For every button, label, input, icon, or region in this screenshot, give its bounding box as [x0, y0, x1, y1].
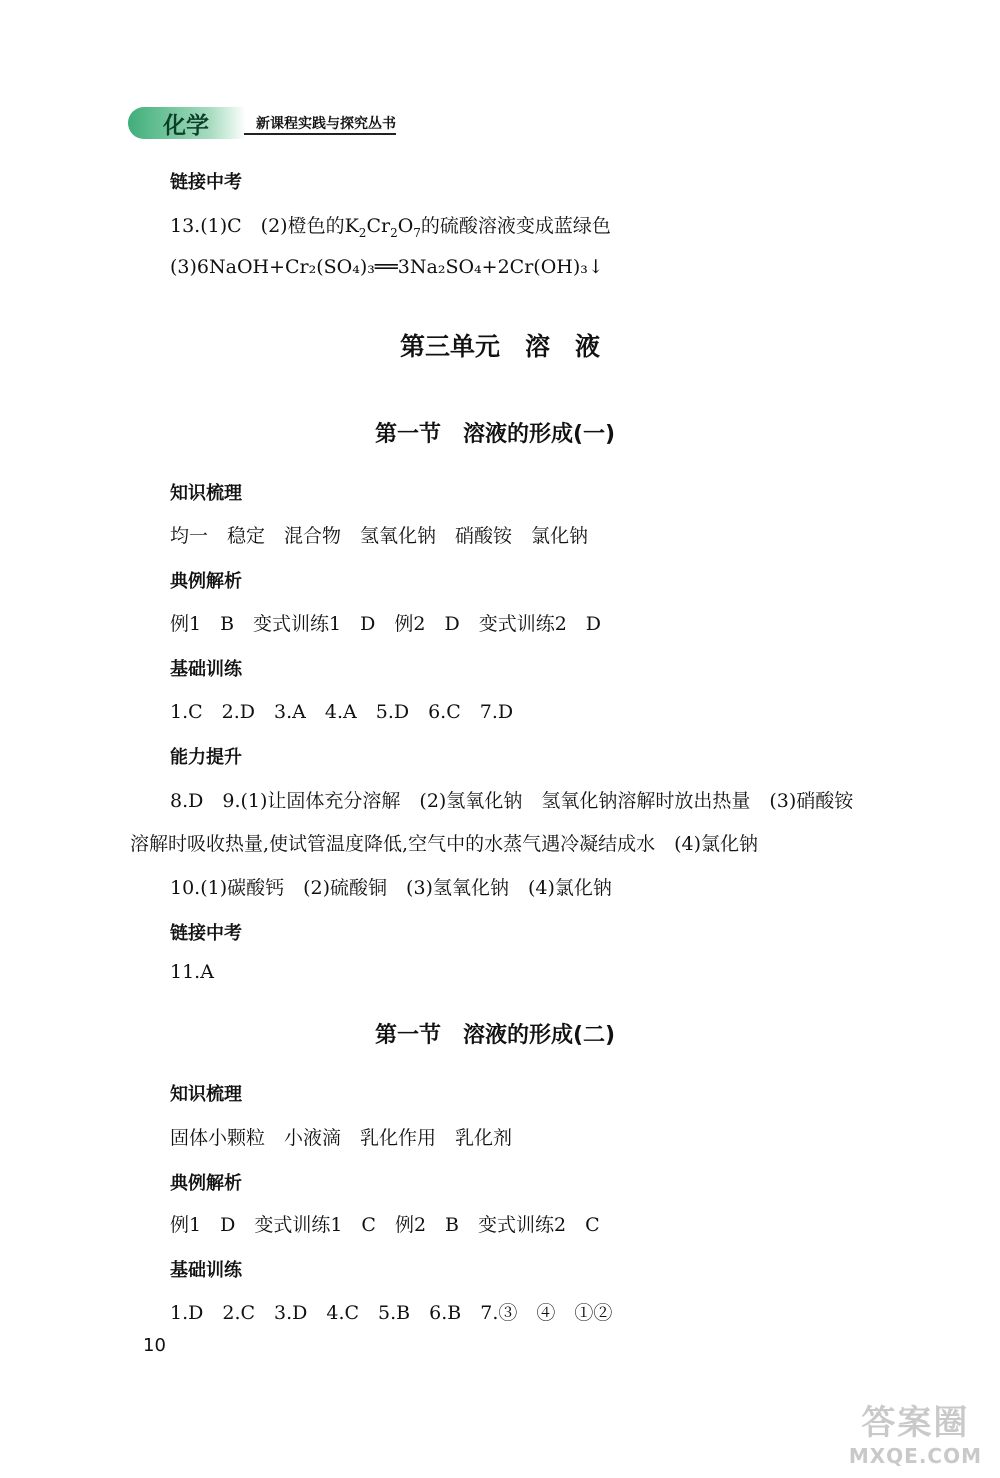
header-series-title: 新课程实践与探究丛书 — [256, 116, 396, 132]
sec1-ability-line3: 10.(1)碳酸钙 (2)硫酸铜 (3)氢氧化钠 (4)氯化钠 — [170, 877, 612, 899]
sec2-knowledge-answers: 固体小颗粒 小液滴 乳化作用 乳化剂 — [170, 1127, 513, 1149]
prev-link-heading: 链接中考 — [170, 172, 242, 193]
sec1-ability-heading: 能力提升 — [170, 747, 242, 768]
watermark-line2: MXQE.COM — [848, 1444, 982, 1468]
sec2-basic-answers: 1.D 2.C 3.D 4.C 5.B 6.B 7.③ ④ ①② — [170, 1302, 613, 1324]
watermark-line1: 答案圈 — [861, 1403, 970, 1443]
sec2-knowledge-heading: 知识梳理 — [170, 1084, 242, 1105]
sec1-basic-heading: 基础训练 — [170, 659, 242, 680]
header-subject: 化学 — [163, 113, 209, 139]
sec2-examples-heading: 典例解析 — [170, 1173, 242, 1194]
prev-q13-line2: (3)6NaOH+Cr₂(SO₄)₃══3Na₂SO₄+2Cr(OH)₃↓ — [170, 256, 604, 278]
sec1-knowledge-heading: 知识梳理 — [170, 483, 242, 504]
sec1-knowledge-answers: 均一 稳定 混合物 氢氧化钠 硝酸铵 氯化钠 — [170, 525, 589, 547]
sec1-examples-heading: 典例解析 — [170, 571, 242, 592]
watermark-logo — [849, 1395, 982, 1468]
prev-q13-line1: 13.(1)C (2)橙色的$K_2Cr_2O_7$的硫酸溶液变成蓝绿色 — [170, 215, 611, 240]
sec1-basic-answers: 1.C 2.D 3.A 4.A 5.D 6.C 7.D — [170, 701, 514, 723]
sec1-link-heading: 链接中考 — [170, 923, 242, 944]
sec2-examples-answers: 例1 D 变式训练1 C 例2 B 变式训练2 C — [170, 1214, 600, 1236]
section2-title: 第一节 溶液的形成(二) — [375, 1023, 616, 1048]
sec1-link-answers: 11.A — [170, 961, 214, 983]
header-underline — [244, 133, 396, 135]
section1-title: 第一节 溶液的形成(一) — [375, 422, 616, 447]
sec1-examples-answers: 例1 B 变式训练1 D 例2 D 变式训练2 D — [170, 613, 602, 635]
sec1-ability-line1: 8.D 9.(1)让固体充分溶解 (2)氢氧化钠 氢氧化钠溶解时放出热量 (3)硝酸铵 — [170, 790, 854, 812]
unit-title: 第三单元 溶 液 — [400, 332, 601, 361]
sec1-ability-line2: 溶解时吸收热量,使试管温度降低,空气中的水蒸气遇冷凝结成水 (4)氯化钠 — [130, 833, 758, 855]
sec2-basic-heading: 基础训练 — [170, 1260, 242, 1281]
page-number: 10 — [143, 1335, 166, 1356]
